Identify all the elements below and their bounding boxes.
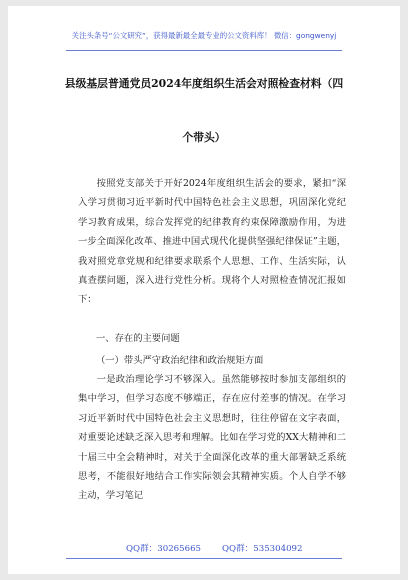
footer-qq-group-1: QQ群：30265665 <box>126 544 202 554</box>
body-paragraph: 一是政治理论学习不够深入。虽然能够按时参加支部组织的集中学习，但学习态度不够端正，存在应付差事的情况。在学习习近平新时代中国特色社会主义思想时，往往停留在文字表面，对重要论述缺乏深入思考和理解。比如在学习党的XX大精神和二十届三中全会精神时，对关于全面深化改革的重大部署缺乏系统思考，不能很好地结合工作实际领会其精神实质。个人自学不够主动，学习笔记 <box>78 374 346 502</box>
intro-paragraph: 按照党支部关于开好2024年度组织生活会的要求，紧扣“深入学习贯彻习近平新时代中国特色社会主义思想，巩固深化党纪学习教育成果，综合发挥党的纪律教育约束保障激励作用，为进一步全面深化改革、推进中国式现代化提供坚强纪律保证”主题，我对照党章党规和纪律要求联系个人思想、工作、生活实际，认真查摆问题，深入进行党性分析。现将个人对照检查情况汇报如下： <box>78 178 346 306</box>
document-page <box>8 6 400 574</box>
body-paragraph-block <box>78 370 346 506</box>
document-title-line1: 县级基层普通党员2024年度组织生活会对照检查材料（四 <box>64 77 344 90</box>
intro-paragraph-block <box>78 174 346 310</box>
footer-divider <box>66 558 342 559</box>
header-divider <box>66 50 342 51</box>
header-banner: 关注头条号“公文研究”，获得最新最全最专业的公文资料库！ 微信：gongwenyj <box>71 31 337 40</box>
section-heading: 一、存在的主要问题 <box>96 333 180 344</box>
document-title-line2: 个带头） <box>182 131 226 144</box>
subsection-heading: （一）带头严守政治纪律和政治规矩方面 <box>96 355 264 366</box>
footer-qq-group-2: QQ群：535304092 <box>222 544 303 554</box>
